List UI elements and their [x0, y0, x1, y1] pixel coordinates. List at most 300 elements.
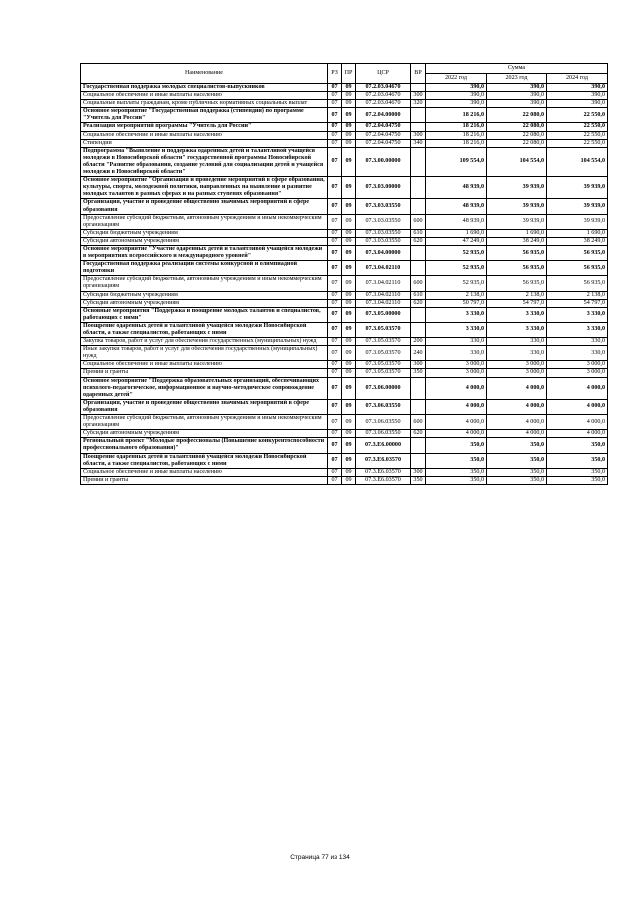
cell-rz: 07	[328, 261, 342, 276]
cell-rz: 07	[328, 369, 342, 377]
page-number: Страница 77 из 134	[290, 854, 350, 861]
cell-name: Региональный проект "Молодые профессионалы (Повышение конкурентоспособности профессионального образования)"	[81, 438, 328, 453]
cell-2024: 1 690,0	[547, 229, 608, 237]
cell-csr: 07.3.E6.03570	[356, 453, 411, 468]
cell-2022: 48 939,0	[426, 199, 487, 214]
cell-2023: 3 330,0	[487, 307, 547, 322]
cell-2022: 350,0	[426, 468, 487, 476]
cell-2024: 3 330,0	[547, 322, 608, 337]
cell-2023: 22 080,0	[487, 131, 547, 139]
cell-2023: 330,0	[487, 346, 547, 361]
cell-vr: 300	[411, 92, 426, 100]
cell-2022: 2 138,0	[426, 291, 487, 299]
cell-2024: 39 939,0	[547, 177, 608, 199]
cell-2024: 390,0	[547, 92, 608, 100]
table-row	[81, 468, 608, 476]
cell-vr	[411, 199, 426, 214]
table-row	[81, 261, 608, 276]
table-body	[81, 84, 608, 485]
cell-csr: 07.2.04.04750	[356, 139, 411, 147]
cell-vr: 340	[411, 139, 426, 147]
cell-name: Поощрение одаренных детей и талантливой учащейся молодежи Новосибирской области, а также специалистов, работающих с ними	[81, 453, 328, 468]
cell-csr: 07.3.E6.03570	[356, 468, 411, 476]
cell-pr: 09	[342, 100, 356, 108]
cell-2023: 39 939,0	[487, 214, 547, 229]
cell-2023: 350,0	[487, 468, 547, 476]
cell-2024: 350,0	[547, 453, 608, 468]
cell-2023: 56 935,0	[487, 276, 547, 291]
cell-name: Основное мероприятие "Государственная поддержка (стипендии) по программе "Учитель для России"	[81, 108, 328, 123]
cell-vr	[411, 261, 426, 276]
cell-csr: 07.3.06.03550	[356, 430, 411, 438]
cell-2022: 390,0	[426, 92, 487, 100]
cell-csr: 07.3.06.03550	[356, 399, 411, 414]
cell-pr: 09	[342, 291, 356, 299]
cell-rz: 07	[328, 430, 342, 438]
cell-2024: 4 000,0	[547, 377, 608, 399]
cell-2023: 390,0	[487, 100, 547, 108]
table-row	[81, 377, 608, 399]
table-row	[81, 123, 608, 131]
table-row	[81, 199, 608, 214]
cell-name: Подпрограмма "Выявление и поддержка одаренных детей и талантливой учащейся молодежи в Новосибирской области" государственной программы Новосибирской области "Развитие образования, создание условий для социализации детей и учащейся молодежи в Новосибирской области"	[81, 147, 328, 176]
table-row	[81, 438, 608, 453]
cell-csr: 07.3.00.00000	[356, 147, 411, 176]
cell-name: Стипендии	[81, 139, 328, 147]
cell-csr: 07.2.04.04750	[356, 123, 411, 131]
cell-2022: 18 216,0	[426, 108, 487, 123]
cell-csr: 07.3.E6.03570	[356, 476, 411, 484]
cell-csr: 07.3.05.03570	[356, 346, 411, 361]
cell-2023: 3 000,0	[487, 361, 547, 369]
table-row	[81, 361, 608, 369]
cell-2023: 390,0	[487, 92, 547, 100]
cell-name: Основные мероприятия "Поддержка и поощрение молодых талантов и специалистов, работающих с ними"	[81, 307, 328, 322]
table-row	[81, 346, 608, 361]
cell-csr: 07.3.04.02110	[356, 261, 411, 276]
cell-name: Иные закупки товаров, работ и услуг для обеспечения государственных (муниципальных) нужд	[81, 346, 328, 361]
table-header	[81, 64, 608, 84]
cell-2022: 109 554,0	[426, 147, 487, 176]
cell-2024: 390,0	[547, 100, 608, 108]
table-row	[81, 322, 608, 337]
table-row	[81, 307, 608, 322]
table-row	[81, 237, 608, 245]
cell-2024: 3 000,0	[547, 361, 608, 369]
cell-vr	[411, 123, 426, 131]
cell-2023: 2 138,0	[487, 291, 547, 299]
cell-vr	[411, 147, 426, 176]
cell-csr: 07.3.04.00000	[356, 245, 411, 260]
header-sum: Сумма	[426, 64, 608, 74]
cell-2022: 52 935,0	[426, 261, 487, 276]
cell-pr: 09	[342, 123, 356, 131]
cell-csr: 07.3.05.03570	[356, 369, 411, 377]
cell-rz: 07	[328, 468, 342, 476]
cell-name: Субсидии бюджетным учреждениям	[81, 229, 328, 237]
cell-name: Предоставление субсидий бюджетным, автономным учреждениям и иным некоммерческим организациям	[81, 415, 328, 430]
cell-csr: 07.3.05.00000	[356, 307, 411, 322]
cell-name: Основное мероприятие "Поддержка образовательных организаций, обеспечивающих психолого-педагогическое, информационное и научно-методическое сопровождение одаренных детей"	[81, 377, 328, 399]
cell-2022: 4 000,0	[426, 377, 487, 399]
cell-2022: 52 935,0	[426, 276, 487, 291]
cell-pr: 09	[342, 346, 356, 361]
cell-2024: 350,0	[547, 476, 608, 484]
cell-csr: 07.3.06.00000	[356, 377, 411, 399]
cell-rz: 07	[328, 453, 342, 468]
header-rz: РЗ	[328, 64, 342, 84]
cell-name: Государственная поддержка реализации системы конкурсной и олимпиадной подготовки	[81, 261, 328, 276]
cell-name: Социальные выплаты гражданам, кроме публичных нормативных социальных выплат	[81, 100, 328, 108]
cell-vr	[411, 453, 426, 468]
cell-pr: 09	[342, 214, 356, 229]
cell-2024: 104 554,0	[547, 147, 608, 176]
cell-csr: 07.3.04.02110	[356, 299, 411, 307]
cell-rz: 07	[328, 245, 342, 260]
cell-2022: 50 797,0	[426, 299, 487, 307]
cell-rz: 07	[328, 214, 342, 229]
cell-rz: 07	[328, 346, 342, 361]
cell-2023: 22 080,0	[487, 123, 547, 131]
cell-vr	[411, 108, 426, 123]
cell-pr: 09	[342, 399, 356, 414]
cell-2023: 39 939,0	[487, 199, 547, 214]
cell-2022: 350,0	[426, 453, 487, 468]
cell-rz: 07	[328, 322, 342, 337]
table-row	[81, 108, 608, 123]
cell-2023: 4 000,0	[487, 430, 547, 438]
cell-2022: 4 000,0	[426, 430, 487, 438]
cell-csr: 07.3.05.03570	[356, 322, 411, 337]
cell-csr: 07.3.05.03570	[356, 361, 411, 369]
cell-csr: 07.3.06.03550	[356, 415, 411, 430]
cell-2024: 350,0	[547, 438, 608, 453]
cell-2024: 22 550,0	[547, 108, 608, 123]
cell-csr: 07.2.04.04750	[356, 131, 411, 139]
table-row	[81, 229, 608, 237]
table-row	[81, 338, 608, 346]
cell-rz: 07	[328, 199, 342, 214]
cell-rz: 07	[328, 476, 342, 484]
cell-2023: 350,0	[487, 438, 547, 453]
cell-name: Социальное обеспечение и иные выплаты населению	[81, 468, 328, 476]
cell-name: Реализация мероприятий программы "Учитель для России"	[81, 123, 328, 131]
cell-name: Государственная поддержка молодых специалистов-выпускников	[81, 84, 328, 92]
cell-rz: 07	[328, 147, 342, 176]
cell-2024: 2 138,0	[547, 291, 608, 299]
cell-2023: 4 000,0	[487, 415, 547, 430]
cell-2023: 330,0	[487, 338, 547, 346]
cell-2023: 350,0	[487, 453, 547, 468]
cell-rz: 07	[328, 399, 342, 414]
table-row	[81, 177, 608, 199]
cell-rz: 07	[328, 307, 342, 322]
cell-vr: 620	[411, 237, 426, 245]
cell-2023: 4 000,0	[487, 399, 547, 414]
cell-csr: 07.2.03.04670	[356, 92, 411, 100]
header-vr: ВР	[411, 64, 426, 84]
table-row	[81, 84, 608, 92]
table-row	[81, 139, 608, 147]
cell-name: Субсидии бюджетным учреждениям	[81, 291, 328, 299]
cell-vr	[411, 84, 426, 92]
cell-vr: 200	[411, 338, 426, 346]
cell-csr: 07.3.03.03550	[356, 237, 411, 245]
cell-pr: 09	[342, 361, 356, 369]
budget-table	[80, 63, 608, 485]
cell-vr	[411, 245, 426, 260]
table-row	[81, 415, 608, 430]
cell-2024: 38 249,0	[547, 237, 608, 245]
cell-2024: 4 000,0	[547, 415, 608, 430]
cell-2022: 4 000,0	[426, 415, 487, 430]
cell-2022: 330,0	[426, 346, 487, 361]
cell-vr	[411, 377, 426, 399]
cell-name: Субсидии автономным учреждениям	[81, 299, 328, 307]
table-row	[81, 147, 608, 176]
header-csr: ЦСР	[356, 64, 411, 84]
cell-name: Премии и гранты	[81, 369, 328, 377]
cell-vr: 620	[411, 299, 426, 307]
cell-2023: 39 939,0	[487, 177, 547, 199]
cell-2023: 54 797,0	[487, 299, 547, 307]
table-row	[81, 92, 608, 100]
cell-2023: 1 690,0	[487, 229, 547, 237]
header-2023: 2023 год	[487, 74, 547, 84]
cell-2023: 22 080,0	[487, 139, 547, 147]
cell-vr	[411, 399, 426, 414]
cell-name: Основное мероприятие "Организация и проведение мероприятий в сфере образования, культуры, спорта, молодежной политики, направленных на выявление и развитие молодых талантов в разных сферах и на разных ступенях образования"	[81, 177, 328, 199]
cell-pr: 09	[342, 108, 356, 123]
cell-pr: 09	[342, 322, 356, 337]
cell-2022: 48 939,0	[426, 177, 487, 199]
table-row	[81, 131, 608, 139]
cell-vr	[411, 177, 426, 199]
cell-2023: 3 000,0	[487, 369, 547, 377]
cell-2022: 18 216,0	[426, 123, 487, 131]
cell-rz: 07	[328, 291, 342, 299]
cell-csr: 07.2.03.04670	[356, 84, 411, 92]
cell-csr: 07.3.04.02110	[356, 291, 411, 299]
cell-2022: 18 216,0	[426, 139, 487, 147]
cell-2024: 22 550,0	[547, 131, 608, 139]
header-2022: 2022 год	[426, 74, 487, 84]
cell-vr: 600	[411, 276, 426, 291]
cell-2023: 390,0	[487, 84, 547, 92]
cell-2022: 48 939,0	[426, 214, 487, 229]
cell-csr: 07.3.05.03570	[356, 338, 411, 346]
cell-name: Предоставление субсидий бюджетным, автономным учреждениям и иным некоммерческим организациям	[81, 276, 328, 291]
cell-csr: 07.3.03.03550	[356, 229, 411, 237]
cell-2022: 47 249,0	[426, 237, 487, 245]
cell-rz: 07	[328, 438, 342, 453]
cell-2023: 4 000,0	[487, 377, 547, 399]
cell-name: Поощрение одаренных детей и талантливой учащейся молодежи Новосибирской области, а также специалистов, работающих с ними	[81, 322, 328, 337]
table-row	[81, 100, 608, 108]
cell-vr: 620	[411, 430, 426, 438]
cell-pr: 09	[342, 237, 356, 245]
cell-vr: 320	[411, 100, 426, 108]
cell-rz: 07	[328, 276, 342, 291]
cell-csr: 07.3.03.03550	[356, 199, 411, 214]
cell-2023: 22 080,0	[487, 108, 547, 123]
cell-name: Социальное обеспечение и иные выплаты населению	[81, 131, 328, 139]
cell-2022: 1 690,0	[426, 229, 487, 237]
cell-2023: 3 330,0	[487, 322, 547, 337]
cell-name: Социальное обеспечение и иные выплаты населению	[81, 361, 328, 369]
cell-rz: 07	[328, 377, 342, 399]
cell-csr: 07.3.03.00000	[356, 177, 411, 199]
cell-2022: 3 330,0	[426, 307, 487, 322]
cell-name: Премии и гранты	[81, 476, 328, 484]
cell-2022: 350,0	[426, 476, 487, 484]
cell-2023: 56 935,0	[487, 261, 547, 276]
cell-name: Предоставление субсидий бюджетным, автономным учреждениям и иным некоммерческим организациям	[81, 214, 328, 229]
cell-name: Организация, участие и проведение общественно значимых мероприятий в сфере образования	[81, 399, 328, 414]
cell-vr: 300	[411, 131, 426, 139]
table-row	[81, 453, 608, 468]
cell-pr: 09	[342, 307, 356, 322]
header-name: Наименование	[81, 64, 328, 84]
cell-vr: 350	[411, 369, 426, 377]
cell-2024: 390,0	[547, 84, 608, 92]
table-row	[81, 291, 608, 299]
cell-pr: 09	[342, 84, 356, 92]
cell-rz: 07	[328, 177, 342, 199]
cell-2024: 22 550,0	[547, 123, 608, 131]
cell-2022: 3 330,0	[426, 322, 487, 337]
cell-rz: 07	[328, 299, 342, 307]
cell-2024: 22 550,0	[547, 139, 608, 147]
cell-rz: 07	[328, 100, 342, 108]
header-pr: ПР	[342, 64, 356, 84]
cell-pr: 09	[342, 139, 356, 147]
cell-2023: 350,0	[487, 476, 547, 484]
cell-name: Субсидии автономным учреждениям	[81, 430, 328, 438]
cell-name: Субсидии автономным учреждениям	[81, 237, 328, 245]
header-2024: 2024 год	[547, 74, 608, 84]
cell-2024: 56 935,0	[547, 245, 608, 260]
cell-2024: 350,0	[547, 468, 608, 476]
cell-2024: 4 000,0	[547, 399, 608, 414]
cell-csr: 07.3.E6.00000	[356, 438, 411, 453]
cell-pr: 09	[342, 476, 356, 484]
cell-name: Основное мероприятие "Участие одаренных детей и талантливой учащейся молодежи в мероприятиях всероссийского и международного уровней"	[81, 245, 328, 260]
cell-pr: 09	[342, 438, 356, 453]
cell-csr: 07.2.03.04670	[356, 100, 411, 108]
cell-2022: 52 935,0	[426, 245, 487, 260]
cell-pr: 09	[342, 147, 356, 176]
cell-pr: 09	[342, 276, 356, 291]
cell-2024: 39 939,0	[547, 214, 608, 229]
cell-rz: 07	[328, 338, 342, 346]
cell-pr: 09	[342, 468, 356, 476]
cell-pr: 09	[342, 177, 356, 199]
cell-vr: 600	[411, 415, 426, 430]
cell-2022: 3 000,0	[426, 361, 487, 369]
table-row	[81, 299, 608, 307]
cell-rz: 07	[328, 131, 342, 139]
cell-name: Организация, участие и проведение общественно значимых мероприятий в сфере образования	[81, 199, 328, 214]
cell-pr: 09	[342, 299, 356, 307]
cell-2022: 350,0	[426, 438, 487, 453]
cell-pr: 09	[342, 261, 356, 276]
cell-vr: 300	[411, 361, 426, 369]
cell-pr: 09	[342, 430, 356, 438]
cell-2024: 3 000,0	[547, 369, 608, 377]
cell-rz: 07	[328, 237, 342, 245]
cell-2023: 38 249,0	[487, 237, 547, 245]
table-row	[81, 430, 608, 438]
cell-pr: 09	[342, 245, 356, 260]
cell-2024: 3 330,0	[547, 307, 608, 322]
cell-rz: 07	[328, 229, 342, 237]
cell-vr	[411, 307, 426, 322]
cell-2022: 3 000,0	[426, 369, 487, 377]
cell-rz: 07	[328, 123, 342, 131]
cell-pr: 09	[342, 453, 356, 468]
cell-vr: 610	[411, 229, 426, 237]
cell-2024: 330,0	[547, 338, 608, 346]
cell-2024: 56 935,0	[547, 276, 608, 291]
cell-csr: 07.3.04.02110	[356, 276, 411, 291]
cell-rz: 07	[328, 92, 342, 100]
cell-pr: 09	[342, 229, 356, 237]
cell-pr: 09	[342, 131, 356, 139]
cell-vr: 350	[411, 476, 426, 484]
cell-vr: 240	[411, 346, 426, 361]
table-row	[81, 276, 608, 291]
cell-vr	[411, 322, 426, 337]
cell-rz: 07	[328, 108, 342, 123]
cell-2024: 56 935,0	[547, 261, 608, 276]
cell-rz: 07	[328, 139, 342, 147]
cell-vr: 610	[411, 291, 426, 299]
cell-pr: 09	[342, 377, 356, 399]
cell-pr: 09	[342, 199, 356, 214]
cell-2024: 39 939,0	[547, 199, 608, 214]
cell-rz: 07	[328, 415, 342, 430]
table-row	[81, 214, 608, 229]
table-row	[81, 369, 608, 377]
cell-rz: 07	[328, 361, 342, 369]
table-row	[81, 245, 608, 260]
cell-2022: 4 000,0	[426, 399, 487, 414]
cell-2024: 4 000,0	[547, 430, 608, 438]
cell-name: Социальное обеспечение и иные выплаты населению	[81, 92, 328, 100]
cell-name: Закупка товаров, работ и услуг для обеспечения государственных (муниципальных) нужд	[81, 338, 328, 346]
cell-2023: 56 935,0	[487, 245, 547, 260]
cell-pr: 09	[342, 92, 356, 100]
cell-2022: 18 216,0	[426, 131, 487, 139]
table-row	[81, 476, 608, 484]
cell-csr: 07.3.03.03550	[356, 214, 411, 229]
cell-vr: 300	[411, 468, 426, 476]
cell-csr: 07.2.04.00000	[356, 108, 411, 123]
cell-rz: 07	[328, 84, 342, 92]
cell-2023: 104 554,0	[487, 147, 547, 176]
cell-pr: 09	[342, 415, 356, 430]
table-row	[81, 399, 608, 414]
cell-2022: 330,0	[426, 338, 487, 346]
cell-vr	[411, 438, 426, 453]
cell-2022: 390,0	[426, 100, 487, 108]
cell-2024: 330,0	[547, 346, 608, 361]
cell-pr: 09	[342, 369, 356, 377]
cell-pr: 09	[342, 338, 356, 346]
cell-2022: 390,0	[426, 84, 487, 92]
cell-2024: 54 797,0	[547, 299, 608, 307]
